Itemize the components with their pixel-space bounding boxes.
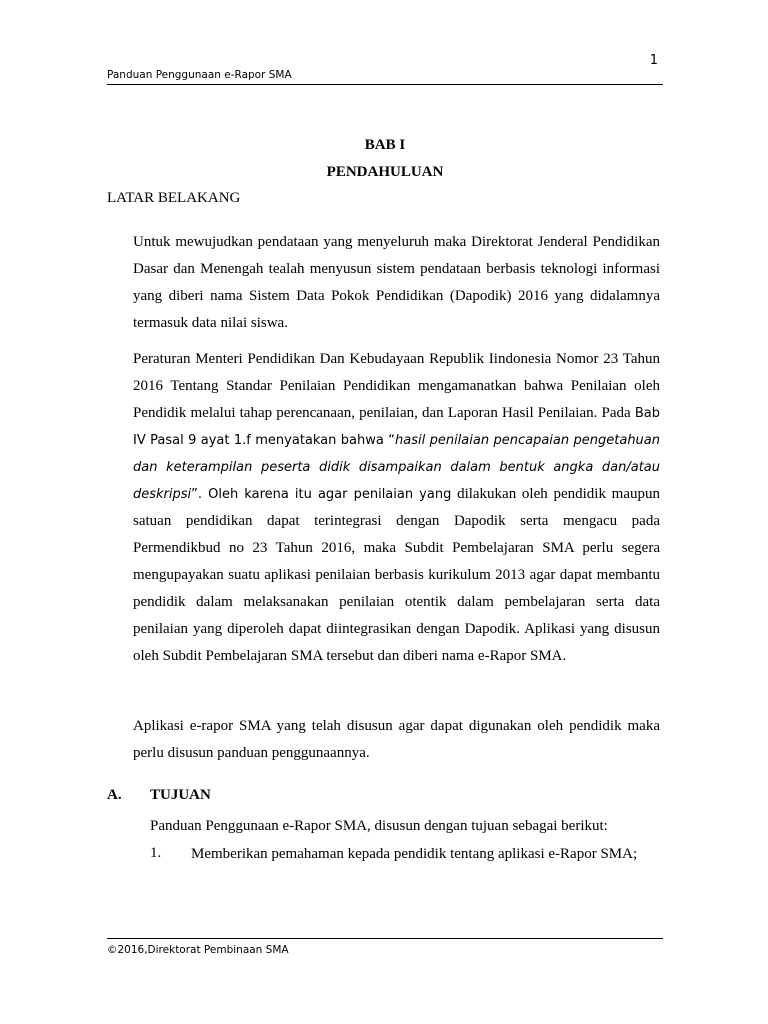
running-header: Panduan Penggunaan e-Rapor SMA — [107, 69, 292, 81]
paragraph-2-quote-close: ”. Oleh karena itu agar penilaian yang — [191, 487, 452, 502]
paragraph-3: Aplikasi e-rapor SMA yang telah disusun agar dapat digunakan oleh pendidik maka perlu disusun panduan penggunaannya. — [133, 718, 660, 761]
section-a-letter: A. — [107, 787, 122, 803]
section-heading-latar-belakang: LATAR BELAKANG — [107, 190, 241, 206]
paragraph-2-reference: Bab IV Pasal 9 ayat 1.f menyatakan bahwa “ — [133, 406, 661, 448]
footer-text: ©2016,Direktorat Pembinaan SMA — [107, 944, 289, 956]
paragraph-2-start: Peraturan Menteri Pendidikan Dan Kebudayaan Republik Iindonesia Nomor 23 Tahun 2016 Tentang Standar Penilaian Pendidikan mengamanatkan bahwa Penilaian oleh Pendidik melalui tahap perencanaan, penilaian, dan Laporan Hasil Penilaian. Pada — [133, 351, 660, 421]
list-item: Memberikan pemahaman kepada pendidik tentang aplikasi e-Rapor SMA; — [191, 846, 638, 862]
paragraph-1: Untuk mewujudkan pendataan yang menyeluruh maka Direktorat Jenderal Pendidikan Dasar dan Menengah tealah menyusun sistem pendataan berbasis teknologi informasi yang diberi nama Sistem Data Pokok Pendidikan (Dapodik) 2016 yang didalamnya termasuk data nilai siswa. — [133, 234, 660, 331]
section-a-title: TUJUAN — [150, 787, 211, 803]
paragraph-2-end: dilakukan oleh pendidik maupun satuan pendidikan dapat terintegrasi dengan Dapodik serta mengacu pada Permendikbud no 23 Tahun 2016, maka Subdit Pembelajaran SMA perlu segera mengupayakan suatu aplikasi penilaian berbasis kurikulum 2013 agar dapat membantu pendidik dalam melaksanakan penilaian otentik dalam pembelajaran serta data penilaian yang diperoleh dapat diintegrasikan dengan Dapodik. Aplikasi yang disusun oleh Subdit Pembelajaran SMA tersebut dan diberi nama e-Rapor SMA. — [133, 486, 660, 664]
footer-rule — [107, 938, 663, 939]
page-number: 1 — [649, 53, 658, 68]
list-item-number: 1. — [150, 845, 162, 861]
section-a-intro: Panduan Penggunaan e-Rapor SMA, disusun dengan tujuan sebagai berikut: — [150, 818, 608, 834]
header-rule — [107, 84, 663, 85]
paragraph-2 — [133, 346, 660, 670]
chapter-title: PENDAHULUAN — [326, 164, 444, 180]
paragraph-2-quote: hasil penilaian pencapaian pengetahuan dan keterampilan peserta didik disampaikan dalam bentuk angka dan/atau deskripsi — [133, 433, 660, 502]
chapter-label: BAB I — [364, 137, 406, 153]
